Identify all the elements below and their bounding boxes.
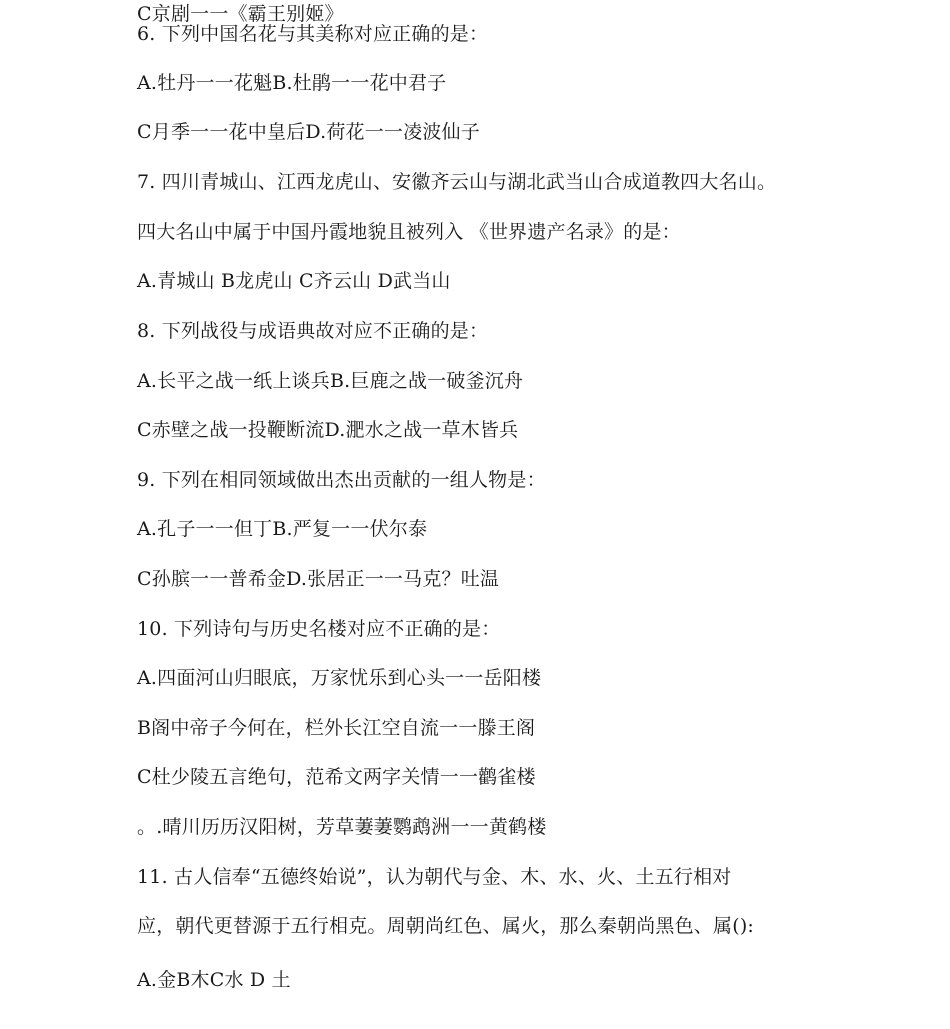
question-9-options-cd: C孙膑一一普希金D.张居正一一马克？吐温 [137,568,500,590]
question-11-continued: 应，朝代更替源于五行相克。周朝尚红色、属火，那么秦朝尚黑色、属(): [137,915,755,937]
question-11-options: A.金B木C水 D 土 [137,969,291,991]
question-7-continued: 四大名山中属于中国丹霞地貌且被列入 《世界遗产名录》的是： [137,221,681,243]
question-6: 6. 下列中国名花与其美称对应正确的是： [137,23,489,45]
question-7-options: A.青城山 B龙虎山 C齐云山 D武当山 [137,270,451,292]
question-7: 7. 四川青城山、江西龙虎山、安徽齐云山与湖北武当山合成道教四大名山。 [137,171,777,193]
question-8: 8. 下列战役与成语典故对应不正确的是： [137,320,489,342]
question-10-option-c: C杜少陵五言绝句，范希文两字关情一一鹳雀楼 [137,766,536,788]
question-9: 9. 下列在相同领域做出杰出贡献的一组人物是： [137,469,546,491]
question-10-option-a: A.四面河山归眼底，万家忧乐到心头一一岳阳楼 [137,667,542,689]
question-6-options-cd: C月季一一花中皇后D.荷花一一凌波仙子 [137,121,480,143]
question-10: 10. 下列诗句与历史名楼对应不正确的是： [137,618,501,640]
question-6-options-ab: A.牡丹一一花魁B.杜鹃一一花中君子 [137,72,447,94]
question-10-option-d: 。.晴川历历汉阳树，芳草萋萋鹦鹉洲一一黄鹤楼 [137,816,547,838]
text-line-opera-option-c: C京剧一一《霸王别姬》 [137,3,344,25]
question-11: 11. 古人信奉“五德终始说”，认为朝代与金、木、水、火、土五行相对 [137,866,732,888]
question-10-option-b: B阁中帝子今何在，栏外长江空自流一一滕王阁 [137,717,536,739]
question-9-options-ab: A.孔子一一但丁B.严复一一伏尔泰 [137,518,428,540]
question-8-options-cd: C赤壁之战一投鞭断流D.淝水之战一草木皆兵 [137,419,519,441]
question-8-options-ab: A.长平之战一纸上谈兵B.巨鹿之战一破釜沉舟 [137,370,524,392]
